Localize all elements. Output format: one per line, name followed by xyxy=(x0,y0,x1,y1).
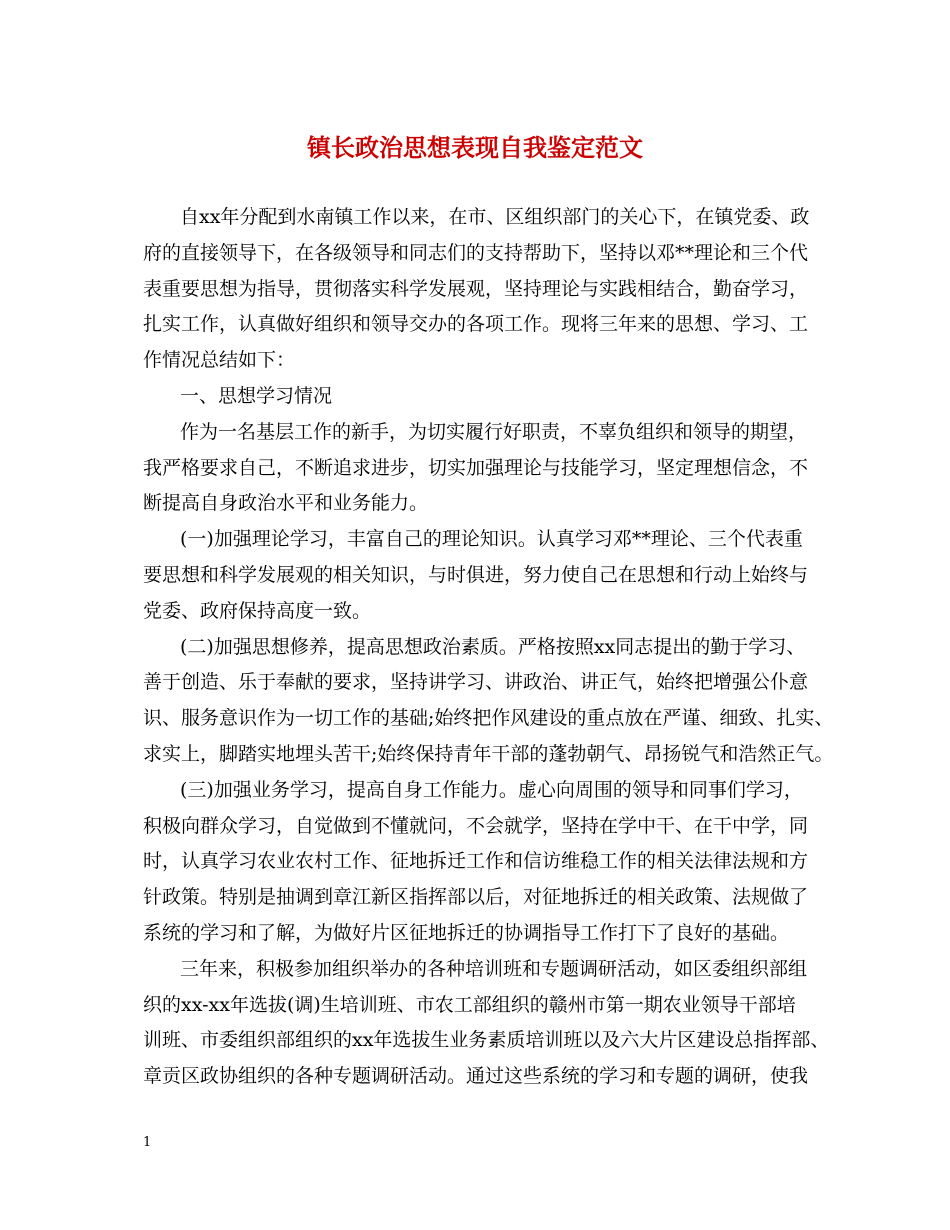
text-line: 求实上，脚踏实地埋头苦干;始终保持青年干部的蓬勃朝气、昂扬锐气和浩然正气。 xyxy=(143,742,834,765)
paragraph-item-3 xyxy=(143,773,843,952)
text-line: 自xx年分配到水南镇工作以来，在市、区组织部门的关心下，在镇党委、政 xyxy=(180,206,810,228)
paragraph-study-overview xyxy=(143,415,843,522)
text-line: (三)加强业务学习，提高自身工作能力。虚心向周围的领导和同事们学习， xyxy=(180,778,803,801)
text-line: 章贡区政协组织的各种专题调研活动。通过这些系统的学习和专题的调研，使我 xyxy=(143,1065,809,1088)
text-line: 要思想和科学发展观的相关知识，与时俱进，努力使自己在思想和行动上始终与 xyxy=(143,563,809,586)
text-line: 府的直接领导下，在各级领导和同志们的支持帮助下，坚持以邓**理论和三个代 xyxy=(143,241,809,264)
page-number: 1 xyxy=(143,1135,152,1150)
text-line: 时，认真学习农业农村工作、征地拆迁工作和信访维稳工作的相关法律法规和方 xyxy=(143,850,809,873)
text-line: 针政策。特别是抽调到章江新区指挥部以后，对征地拆迁的相关政策、法规做了 xyxy=(143,886,809,909)
text-line: 扎实工作，认真做好组织和领导交办的各项工作。现将三年来的思想、学习、工 xyxy=(143,313,809,336)
text-line: 积极向群众学习，自觉做到不懂就问，不会就学，坚持在学中干、在干中学，同 xyxy=(143,814,809,837)
text-line: 系统的学习和了解，为做好片区征地拆迁的协调指导工作打下了良好的基础。 xyxy=(143,921,790,944)
text-line: 断提高自身政治水平和业务能力。 xyxy=(143,492,429,515)
text-line: 我严格要求自己，不断追求进步，切实加强理论与技能学习，坚定理想信念，不 xyxy=(143,456,809,479)
text-line: 党委、政府保持高度一致。 xyxy=(143,599,372,622)
paragraph-item-1 xyxy=(143,522,843,629)
paragraph-intro xyxy=(143,200,843,379)
text-line: 识、服务意识作为一切工作的基础;始终把作风建设的重点放在严谨、细致、扎实、 xyxy=(143,707,834,730)
text-line: 作情况总结如下： xyxy=(143,349,296,372)
text-line: 作为一名基层工作的新手，为切实履行好职责，不辜负组织和领导的期望， xyxy=(180,420,808,443)
text-line: (二)加强思想修养，提高思想政治素质。严格按照xx同志提出的勤于学习、 xyxy=(180,635,806,658)
text-line: 织的xx-xx年选拔(调)生培训班、市农工部组织的赣州市第一期农业领导干部培 xyxy=(143,993,796,1016)
paragraph-training xyxy=(143,952,843,1095)
text-line: (一)加强理论学习，丰富自己的理论知识。认真学习邓**理论、三个代表重 xyxy=(180,528,803,551)
paragraph-item-2 xyxy=(143,630,843,773)
section-heading xyxy=(143,379,843,415)
text-line: 表重要思想为指导，贯彻落实科学发展观，坚持理论与实践相结合，勤奋学习， xyxy=(143,277,809,300)
text-line: 善于创造、乐于奉献的要求，坚持讲学习、讲政治、讲正气，始终把增强公仆意 xyxy=(143,671,809,694)
document-title: 镇长政治思想表现自我鉴定范文 xyxy=(307,133,643,162)
section-heading-text: 一、思想学习情况 xyxy=(180,384,333,407)
text-line: 三年来，积极参加组织举办的各种培训班和专题调研活动，如区委组织部组 xyxy=(180,957,808,980)
document-body xyxy=(143,200,843,1095)
text-line: 训班、市委组织部组织的xx年选拔生业务素质培训班以及六大片区建设总指挥部、 xyxy=(143,1029,830,1052)
